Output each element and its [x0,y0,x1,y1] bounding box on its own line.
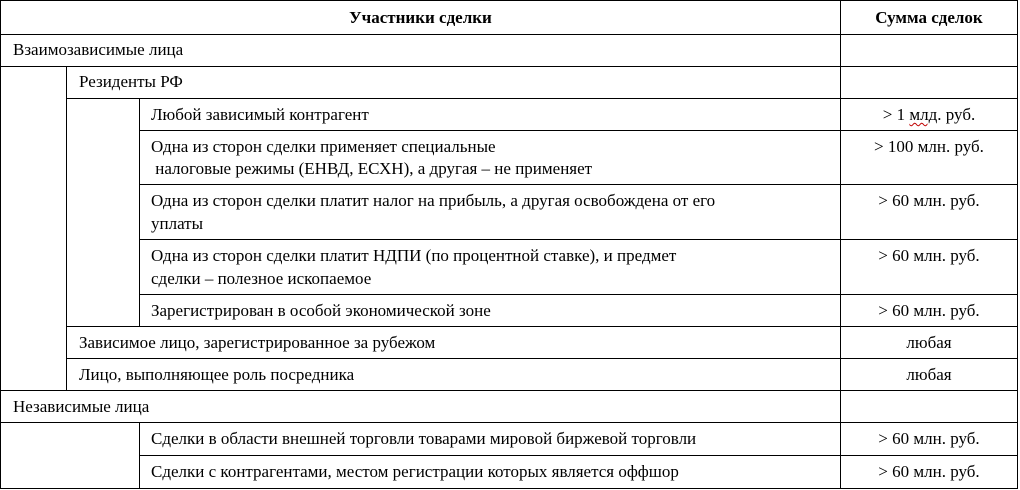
table-row-amount: > 60 млн. руб. [878,429,980,448]
subgroup-label-foreign: Зависимое лицо, зарегистрированное за рубежом [79,333,436,352]
table-row-amount: > 60 млн. руб. [878,191,980,210]
rule [139,239,1018,240]
rule [0,422,1018,423]
table-row-amount: > 100 млн. руб. [874,137,984,156]
table-row-text-line2: сделки – полезное ископаемое [151,269,372,288]
rule [139,184,1018,185]
table-row-amount: > 60 млн. руб. [878,462,980,481]
table-row-amount: > 60 млн. руб. [878,246,980,265]
table-row-amount: > 1 млд. руб. [882,105,976,124]
rule-header-bottom [0,34,1018,35]
table-row-text-line1: Одна из сторон сделки платит налог на прибыль, а другая освобождена от его [151,191,716,210]
rule-right [1017,0,1018,489]
subgroup-label-residents: Резиденты РФ [79,72,183,91]
rule-indent-1 [66,66,67,391]
table-row-text-line1: Одна из сторон сделки применяет специальные [151,137,496,156]
rule [0,66,1018,67]
rule [139,455,1018,456]
header-amount: Сумма сделок [875,8,983,27]
table-row-text: Сделки с контрагентами, местом регистрации которых является оффшор [151,462,679,481]
group-label-independent: Независимые лица [13,397,150,416]
rule [66,326,1018,327]
table-row-amount: > 60 млн. руб. [878,301,980,320]
header-participants: Участники сделки [349,8,492,27]
rule [0,390,1018,391]
table-row-text-line2: уплаты [151,214,204,233]
rule [66,98,1018,99]
rule-left [0,0,1,489]
rule-bottom [0,488,1018,489]
table-row-text: Сделки в области внешней торговли товарами мировой биржевой торговли [151,429,697,448]
subgroup-label-intermediary: Лицо, выполняющее роль посредника [79,365,355,384]
rule [66,358,1018,359]
rule-indent-2 [139,98,140,327]
group-label-interdependent: Взаимозависимые лица [13,40,184,59]
rule-indent-2b [139,422,140,489]
table-row-amount: любая [906,333,952,352]
rule [139,294,1018,295]
rule [139,130,1018,131]
rule-top [0,0,1018,1]
table-row-text: Зарегистрирован в особой экономической зоне [151,301,491,320]
table-row-text: Любой зависимый контрагент [151,105,369,124]
table-row-amount: любая [906,365,952,384]
table-row-text-line2: налоговые режимы (ЕНВД, ЕСХН), а другая – не применяет [151,159,593,178]
table-row-text-line1: Одна из сторон сделки платит НДПИ (по процентной ставке), и предмет [151,246,677,265]
